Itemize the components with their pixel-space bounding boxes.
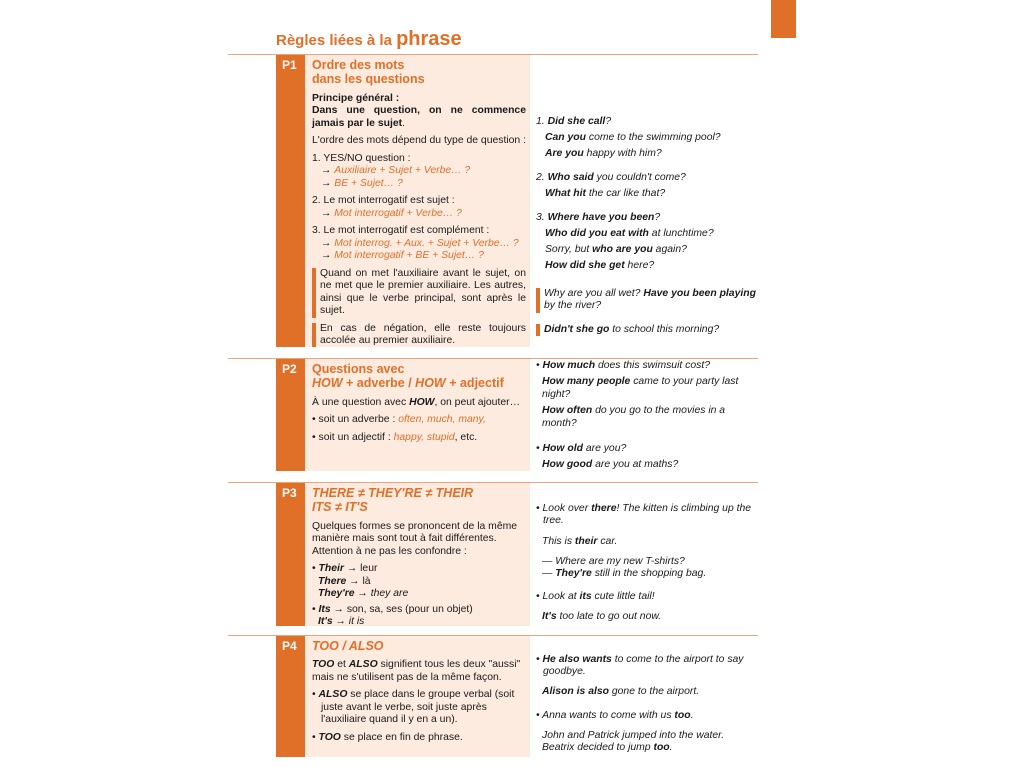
page-title: Règles liées à la phrase [276, 28, 462, 50]
rule-box [305, 55, 530, 347]
example-group: • How old are you? How good are you at maths? [536, 443, 679, 470]
section-p1 [276, 55, 758, 347]
principle: Principe général : Dans une question, on ne commence jamais par le sujet. [312, 92, 526, 129]
examples [536, 359, 758, 471]
rule-id: P2 [276, 359, 305, 471]
page-tab [771, 0, 796, 38]
example: John and Patrick jumped into the water. Beatrix decided to jump too. [542, 730, 725, 754]
note: Quand on met l'auxiliaire avant le sujet, on ne met que le premier auxiliaire. Les autres, ainsi que le verbe principal, sont après le sujet. [312, 268, 526, 318]
example-group: • How much does this swimsuit cost? How many people came to your party last night? How often do you go to the movies in a month? [536, 360, 739, 429]
rule-id: P1 [276, 55, 305, 347]
example-note: Why are you all wet? Have you been playing by the river? [536, 288, 758, 313]
section-p4 [276, 636, 758, 757]
bullet: • soit un adjectif : happy, stupid, etc. [312, 431, 478, 443]
rule-intro: L'ordre des mots dépend du type de question : [312, 135, 526, 147]
section-p2 [276, 359, 758, 471]
rule-title: Ordre des mots dans les questions [312, 58, 425, 87]
example-group: 3. Where have you been? Who did you eat with at lunchtime? Sorry, but who are you again? How did she get here? [536, 212, 714, 271]
rule-intro: Quelques formes se prononcent de la même manière mais sont tout à fait différentes. Attention à ne pas les confondre : [312, 520, 518, 557]
example-group: 1. Did she call? Can you come to the swimming pool? Are you happy with him? [536, 116, 721, 159]
section-p3 [276, 483, 758, 626]
rule-box [305, 636, 530, 757]
note: En cas de négation, elle reste toujours accolée au premier auxiliaire. [312, 323, 526, 348]
rule-title: THERE ≠ THEY'RE ≠ THEIR ITS ≠ IT'S [312, 486, 474, 515]
rule-intro: TOO et ALSO signifient tous les deux "aussi" mais ne s'utilisent pas de la même façon. [312, 659, 521, 683]
example-note: Didn't she go to school this morning? [536, 324, 758, 336]
examples [536, 636, 758, 757]
case-3: 3. Le mot interrogatif est complément : → Mot interrog. + Aux. + Sujet + Verbe… ? → Mot interrogatif + BE + Sujet… ? [312, 225, 519, 262]
example-group: 2. Who said you couldn't come? What hit the car like that? [536, 172, 686, 199]
example: — Where are my new T-shirts? [542, 556, 685, 567]
rule-title: TOO / ALSO [312, 639, 384, 653]
bullet: • ALSO se place dans le groupe verbal (soit juste avant le verbe, soit juste après l'auxiliaire quand il y en a un). [312, 689, 515, 726]
example: • Anna wants to come with us too. [536, 710, 694, 721]
example: It's too late to go out now. [542, 611, 662, 622]
bullet: • TOO se place en fin de phrase. [312, 731, 463, 743]
rule-box [305, 359, 530, 471]
bullet: • Its → son, sa, ses (pour un objet) It's → it is [312, 603, 473, 628]
example: — They're still in the shopping bag. [542, 568, 707, 579]
rule-id: P3 [276, 483, 305, 626]
rule-id: P4 [276, 636, 305, 757]
rule-box [305, 483, 530, 626]
examples [536, 483, 758, 626]
example: This is their car. [542, 536, 618, 547]
rule-title: Questions avec HOW + adverbe / HOW + adjectif [312, 362, 504, 391]
bullet: • soit un adverbe : often, much, many, [312, 414, 486, 426]
example: • He also wants to come to the airport to say goodbye. [536, 654, 744, 678]
example: • Look over there! The kitten is climbing up the tree. [536, 503, 752, 527]
case-2: 2. Le mot interrogatif est sujet : → Mot interrogatif + Verbe… ? [312, 195, 462, 219]
example: Alison is also gone to the airport. [542, 686, 700, 697]
rule-intro: À une question avec HOW, on peut ajouter… [312, 396, 520, 408]
example: • Look at its cute little tail! [536, 591, 655, 602]
case-1: 1. YES/NO question : → Auxiliaire + Sujet + Verbe… ? → BE + Sujet… ? [312, 152, 471, 189]
bullet: • Their → leur There → là They're → they are [312, 563, 409, 600]
examples [536, 55, 758, 347]
